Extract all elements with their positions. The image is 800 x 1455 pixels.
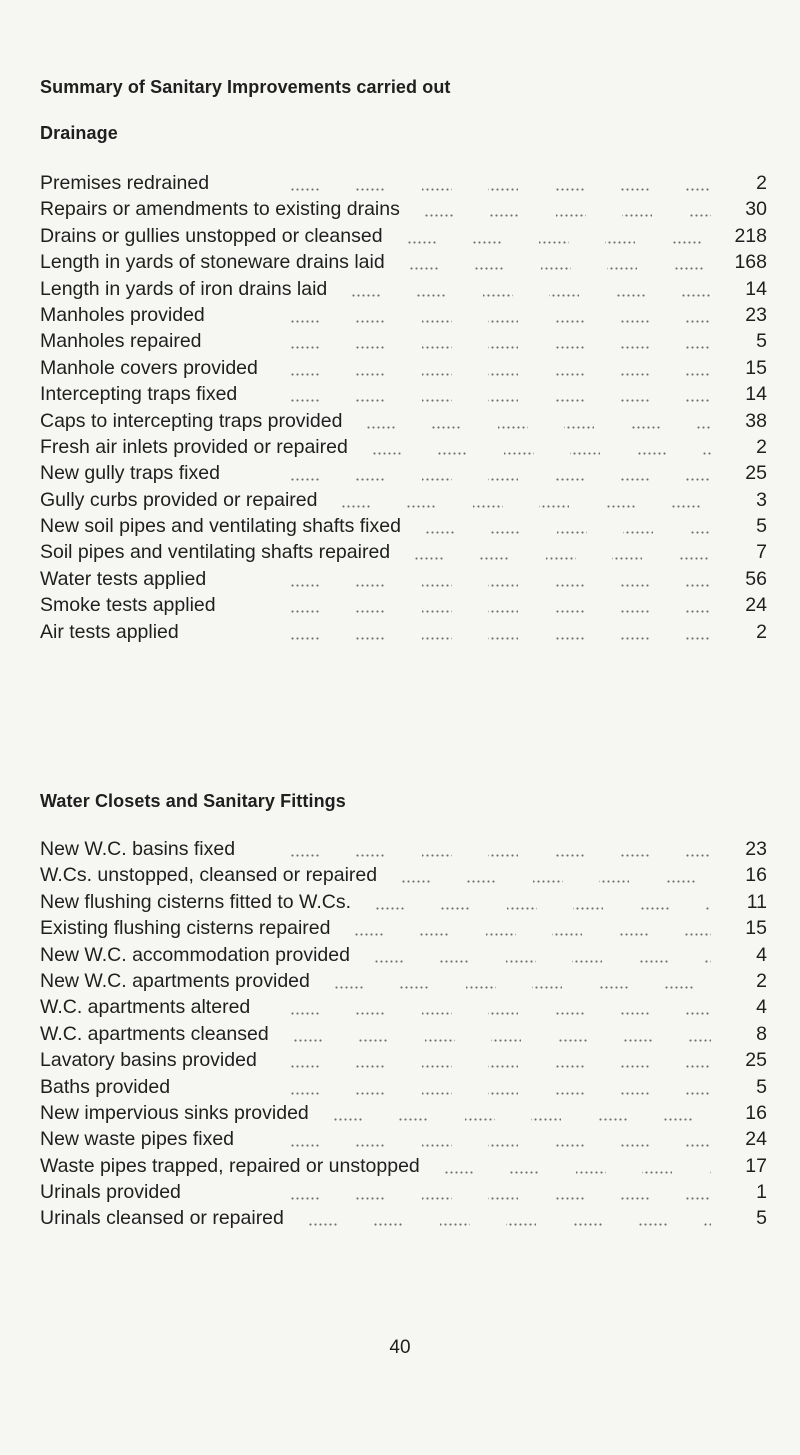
item-value: 7 — [756, 541, 767, 564]
item-value: 38 — [745, 409, 767, 432]
list-item — [40, 566, 767, 592]
item-value: 23 — [745, 838, 767, 860]
item-label: New W.C. accommodation provided — [40, 943, 350, 966]
list-item — [40, 1100, 767, 1126]
item-value: 15 — [745, 917, 767, 940]
item-value: 2 — [756, 620, 767, 643]
list-item — [40, 1179, 767, 1205]
dot-leaders — [290, 1047, 711, 1073]
item-value: 2 — [756, 435, 767, 458]
drainage-list — [40, 170, 767, 645]
item-label: New flushing cisterns fitted to W.Cs. — [40, 890, 352, 913]
dot-leaders — [290, 460, 711, 486]
dot-leaders — [351, 276, 711, 302]
item-label: Gully curbs provided or repaired — [40, 488, 318, 511]
list-item — [40, 487, 767, 513]
water-closets-list — [40, 836, 767, 1232]
list-item — [40, 1126, 767, 1152]
item-value: 25 — [745, 1049, 767, 1072]
item-value: 16 — [745, 1101, 767, 1124]
item-value: 30 — [745, 198, 767, 221]
item-label: Length in yards of iron drains laid — [40, 277, 328, 300]
item-label: W.C. apartments altered — [40, 996, 251, 1019]
dot-leaders — [409, 249, 711, 275]
list-item — [40, 968, 767, 994]
dot-leaders — [414, 539, 711, 565]
list-item — [40, 915, 767, 941]
dot-leaders — [290, 1126, 711, 1152]
item-label: Manholes provided — [40, 303, 205, 326]
section-heading-drainage: Drainage — [40, 123, 118, 143]
item-label: Urinals cleansed or repaired — [40, 1207, 284, 1230]
dot-leaders — [401, 862, 711, 888]
list-item — [40, 328, 767, 354]
item-label: Waste pipes trapped, repaired or unstopped — [40, 1154, 420, 1177]
list-item — [40, 619, 767, 645]
list-item — [40, 862, 767, 888]
item-value: 5 — [756, 330, 767, 353]
dot-leaders — [366, 408, 711, 434]
item-label: New W.C. apartments provided — [40, 969, 310, 992]
dot-leaders — [290, 381, 711, 407]
dot-leaders — [290, 619, 711, 645]
list-item — [40, 249, 767, 275]
item-label: Smoke tests applied — [40, 594, 216, 617]
item-value: 14 — [745, 383, 767, 406]
list-item — [40, 381, 767, 407]
item-value: 2 — [756, 969, 767, 992]
list-item — [40, 276, 767, 302]
list-item — [40, 994, 767, 1020]
item-label: W.Cs. unstopped, cleansed or repaired — [40, 864, 378, 887]
list-item — [40, 539, 767, 565]
dot-leaders — [444, 1153, 711, 1179]
item-label: Baths provided — [40, 1075, 171, 1098]
list-item — [40, 170, 767, 196]
item-label: New waste pipes fixed — [40, 1128, 235, 1151]
list-item — [40, 408, 767, 434]
section-heading-water-closets: Water Closets and Sanitary Fittings — [40, 791, 346, 811]
item-label: Existing flushing cisterns repaired — [40, 917, 331, 940]
item-label: Manholes repaired — [40, 330, 202, 353]
dot-leaders — [375, 889, 711, 915]
dot-leaders — [290, 994, 711, 1020]
item-value: 11 — [746, 890, 767, 913]
dot-leaders — [290, 355, 711, 381]
dot-leaders — [290, 328, 711, 354]
list-item — [40, 223, 767, 249]
item-label: Water tests applied — [40, 567, 207, 590]
dot-leaders — [290, 302, 711, 328]
item-label: W.C. apartments cleansed — [40, 1022, 269, 1045]
dot-leaders — [290, 836, 711, 862]
dot-leaders — [308, 1205, 711, 1231]
dot-leaders — [333, 1100, 711, 1126]
list-item — [40, 1021, 767, 1047]
item-value: 168 — [734, 251, 767, 274]
dot-leaders — [372, 434, 711, 460]
list-item — [40, 592, 767, 618]
item-label: Intercepting traps fixed — [40, 383, 238, 406]
item-value: 2 — [756, 172, 767, 194]
item-value: 5 — [756, 515, 767, 538]
list-item — [40, 355, 767, 381]
list-item — [40, 1047, 767, 1073]
dot-leaders — [425, 513, 711, 539]
list-item — [40, 460, 767, 486]
list-item — [40, 836, 767, 862]
dot-leaders — [407, 223, 711, 249]
item-label: Premises redrained — [40, 172, 210, 194]
item-value: 14 — [745, 277, 767, 300]
item-label: Drains or gullies unstopped or cleansed — [40, 224, 383, 247]
item-value: 3 — [756, 488, 767, 511]
dot-leaders — [354, 915, 711, 941]
item-label: Air tests applied — [40, 620, 179, 643]
item-value: 5 — [756, 1207, 767, 1230]
dot-leaders — [290, 1074, 711, 1100]
item-label: Length in yards of stoneware drains laid — [40, 251, 385, 274]
item-label: Caps to intercepting traps provided — [40, 409, 343, 432]
item-value: 25 — [745, 462, 767, 485]
list-item — [40, 889, 767, 915]
dot-leaders — [290, 1179, 711, 1205]
list-item — [40, 942, 767, 968]
list-item — [40, 196, 767, 222]
dot-leaders — [374, 942, 711, 968]
item-label: Manhole covers provided — [40, 356, 258, 379]
page-number: 40 — [389, 1337, 411, 1358]
item-value: 15 — [745, 356, 767, 379]
dot-leaders — [290, 170, 711, 196]
item-value: 218 — [734, 224, 767, 247]
item-label: Fresh air inlets provided or repaired — [40, 435, 348, 458]
item-value: 4 — [756, 996, 767, 1019]
list-item — [40, 1074, 767, 1100]
item-label: New impervious sinks provided — [40, 1101, 309, 1124]
item-value: 23 — [745, 303, 767, 326]
dot-leaders — [293, 1021, 711, 1047]
dot-leaders — [424, 196, 711, 222]
item-label: Lavatory basins provided — [40, 1049, 257, 1072]
item-label: Soil pipes and ventilating shafts repaired — [40, 541, 391, 564]
list-item — [40, 434, 767, 460]
list-item — [40, 513, 767, 539]
item-value: 56 — [745, 567, 767, 590]
item-label: Repairs or amendments to existing drains — [40, 198, 400, 221]
item-value: 16 — [745, 864, 767, 887]
item-label: New gully traps fixed — [40, 462, 220, 485]
list-item — [40, 302, 767, 328]
item-value: 5 — [756, 1075, 767, 1098]
dot-leaders — [290, 592, 711, 618]
item-value: 1 — [756, 1181, 767, 1204]
dot-leaders — [334, 968, 711, 994]
item-value: 8 — [756, 1022, 767, 1045]
item-label: New W.C. basins fixed — [40, 838, 236, 860]
item-label: Urinals provided — [40, 1181, 181, 1204]
list-item — [40, 1153, 767, 1179]
dot-leaders — [290, 566, 711, 592]
item-value: 4 — [756, 943, 767, 966]
page-title: Summary of Sanitary Improvements carried out — [40, 77, 451, 97]
dot-leaders — [341, 487, 711, 513]
item-label: New soil pipes and ventilating shafts fixed — [40, 515, 401, 538]
list-item — [40, 1205, 767, 1231]
item-value: 24 — [745, 1128, 767, 1151]
item-value: 24 — [745, 594, 767, 617]
item-value: 17 — [745, 1154, 767, 1177]
